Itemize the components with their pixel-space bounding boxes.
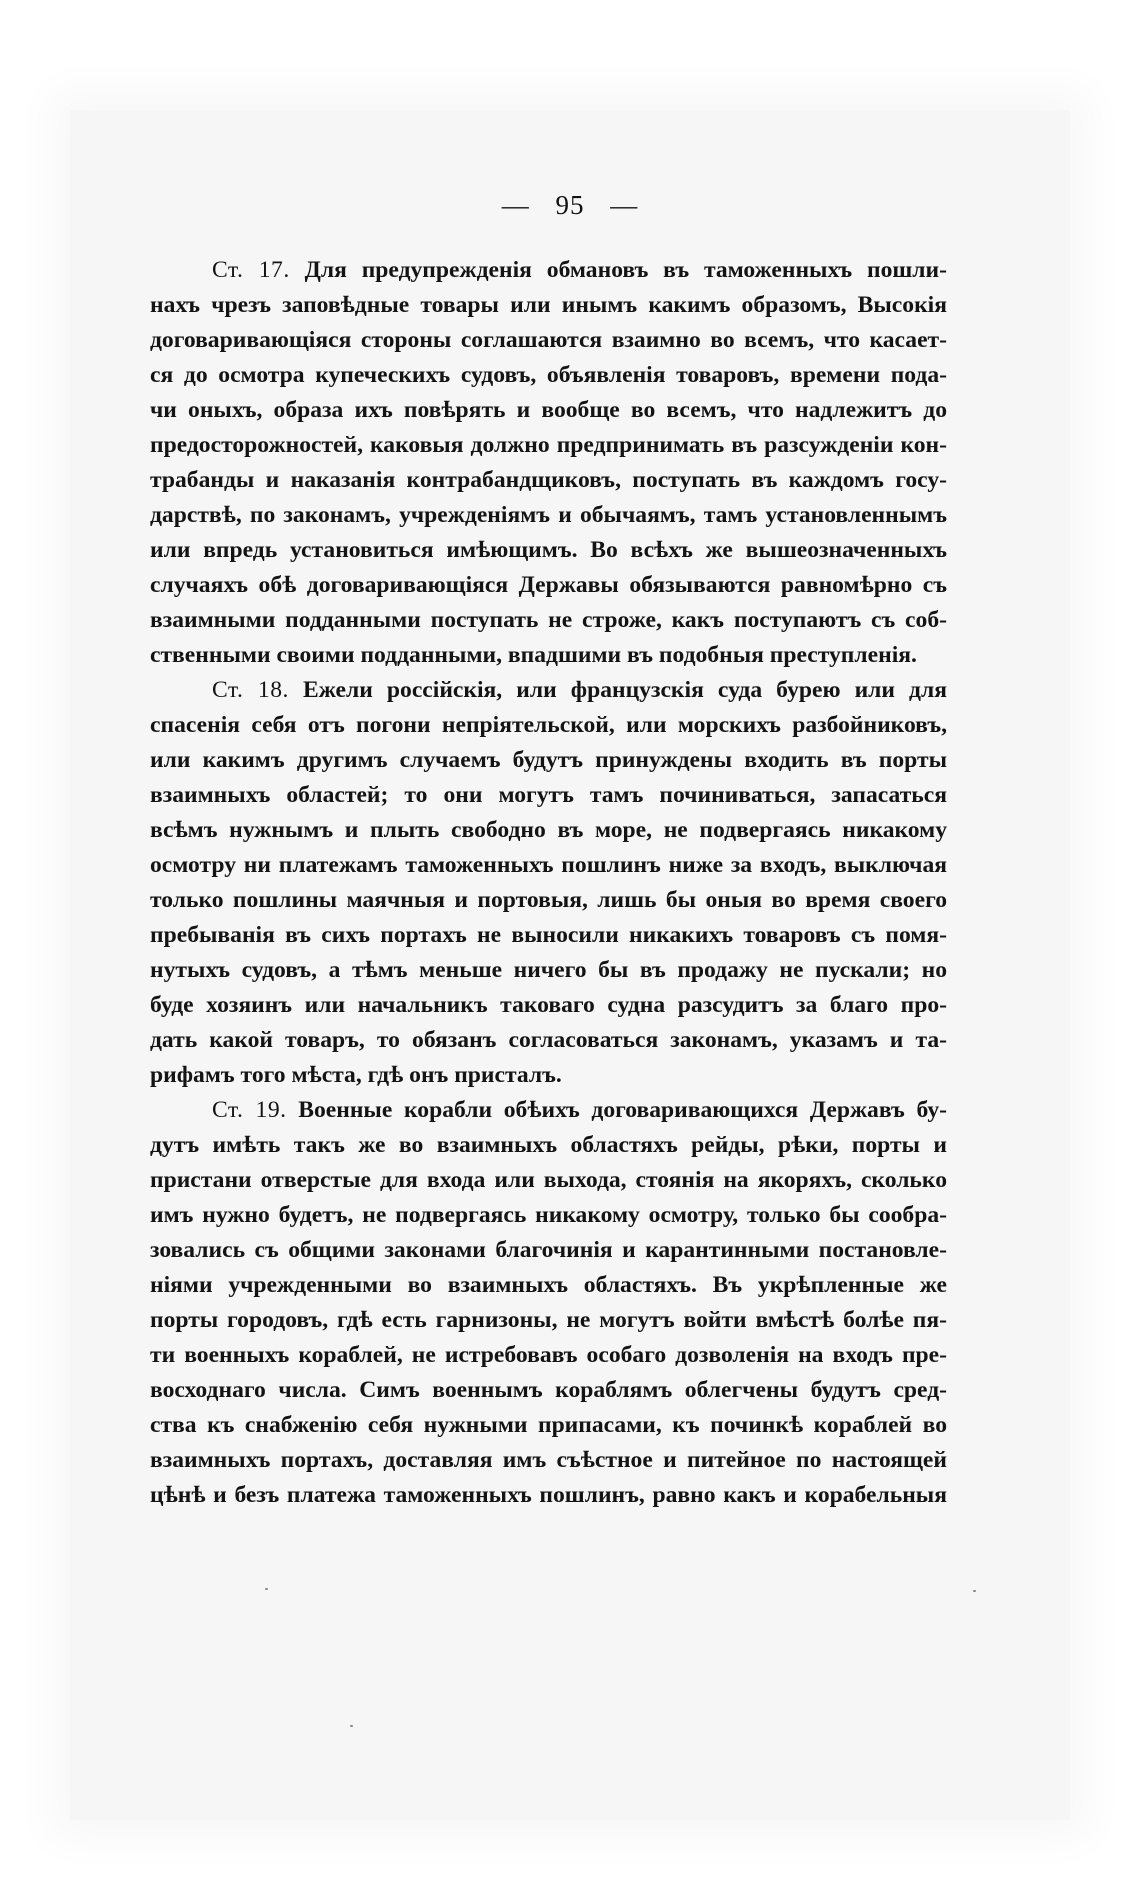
page-number-dash-right: — [610, 190, 639, 220]
text-line: Ст. 19. Военные корабли обѣихъ договаривающихся Державъ бу- [212, 1097, 947, 1123]
text-line: порты городовъ, гдѣ есть гарнизоны, не могутъ войти вмѣстѣ болѣе пя- [150, 1307, 947, 1333]
text-line: дутъ имѣть такъ же во взаимныхъ областяхъ рейды, рѣки, порты и [150, 1132, 947, 1158]
page-number-header [0, 190, 1140, 221]
text-line: спасенія себя отъ погони непріятельской, или морскихъ разбойниковъ, [150, 712, 947, 738]
text-line: взаимныхъ областей; то они могутъ тамъ починиваться, запасаться [150, 782, 947, 808]
scan-speck [350, 1725, 353, 1727]
text-line: пристани отверстые для входа или выхода, стоянія на якоряхъ, сколько [150, 1167, 947, 1193]
article-17 [150, 253, 947, 673]
article-label: Ст. 17. [212, 257, 290, 283]
text-line: взаимными подданными поступать не строже, какъ поступаютъ съ соб- [150, 607, 947, 633]
text-line: рифамъ того мѣста, гдѣ онъ присталъ. [150, 1062, 562, 1088]
text-line: трабанды и наказанія контрабандщиковъ, поступать въ каждомъ госу- [150, 467, 947, 493]
article-label: Ст. 19. [212, 1097, 287, 1123]
text-line: ства къ снабженію себя нужными припасами, къ починкѣ кораблей во [150, 1412, 947, 1438]
text-line: взаимныхъ портахъ, доставляя имъ съѣстное и питейное по настоящей [150, 1447, 947, 1473]
text-line: Ст. 18. Ежели россійскія, или французскія суда бурею или для [212, 677, 947, 703]
page-number: 95 [555, 190, 585, 220]
text-line: ніями учрежденными во взаимныхъ областяхъ. Въ укрѣпленные же [150, 1272, 947, 1298]
text-line: всѣмъ нужнымъ и плыть свободно въ море, не подвергаясь никакому [150, 817, 947, 843]
text-line: ственными своими подданными, впадшими въ подобныя преступленія. [150, 642, 917, 668]
article-label: Ст. 18. [212, 677, 289, 703]
text-line: договаривающіяся стороны соглашаются взаимно во всемъ, что касает- [150, 327, 947, 353]
article-18 [150, 673, 947, 1093]
page-number-dash-left: — [501, 190, 530, 220]
text-line: чи оныхъ, образа ихъ повѣрять и вообще во всемъ, что надлежитъ до [150, 397, 947, 423]
document-body [150, 253, 947, 1513]
scan-speck [973, 1590, 976, 1592]
text-line: цѣнѣ и безъ платежа таможенныхъ пошлинъ, равно какъ и корабельныя [150, 1482, 947, 1508]
article-19 [150, 1093, 947, 1513]
text-line: дарствѣ, по законамъ, учрежденіямъ и обычаямъ, тамъ установленнымъ [150, 502, 947, 528]
text-line: дать какой товаръ, то обязанъ согласоваться законамъ, указамъ и та- [150, 1027, 947, 1053]
text-line: или впредь установиться имѣющимъ. Во всѣхъ же вышеозначенныхъ [150, 537, 947, 563]
scan-speck [265, 1588, 268, 1590]
text-line: ся до осмотра купеческихъ судовъ, объявленія товаровъ, времени пода- [150, 362, 947, 388]
text-line: или какимъ другимъ случаемъ будутъ принуждены входить въ порты [150, 747, 947, 773]
text-line: случаяхъ обѣ договаривающіяся Державы обязываются равномѣрно съ [150, 572, 947, 598]
text-line: пребыванія въ сихъ портахъ не выносили никакихъ товаровъ съ помя- [150, 922, 947, 948]
text-line: только пошлины маячныя и портовыя, лишь бы оныя во время своего [150, 887, 947, 913]
text-line: восходнаго числа. Симъ военнымъ кораблямъ облегчены будутъ сред- [150, 1377, 947, 1403]
text-line: нахъ чрезъ заповѣдные товары или инымъ какимъ образомъ, Высокія [150, 292, 947, 318]
text-line: Ст. 17. Для предупрежденія обмановъ въ таможенныхъ пошли- [212, 257, 947, 283]
text-line: нутыхъ судовъ, а тѣмъ меньше ничего бы въ продажу не пускали; но [150, 957, 947, 983]
text-line: осмотру ни платежамъ таможенныхъ пошлинъ ниже за входъ, выключая [150, 852, 947, 878]
text-line: зовались съ общими законами благочинія и карантинными постановле- [150, 1237, 947, 1263]
text-line: имъ нужно будетъ, не подвергаясь никакому осмотру, только бы сообра- [150, 1202, 947, 1228]
text-line: буде хозяинъ или начальникъ таковаго судна разсудитъ за благо про- [150, 992, 947, 1018]
text-line: предосторожностей, каковыя должно предпринимать въ разсужденіи кон- [150, 432, 947, 458]
text-line: ти военныхъ кораблей, не истребовавъ особаго дозволенія на входъ пре- [150, 1342, 947, 1368]
